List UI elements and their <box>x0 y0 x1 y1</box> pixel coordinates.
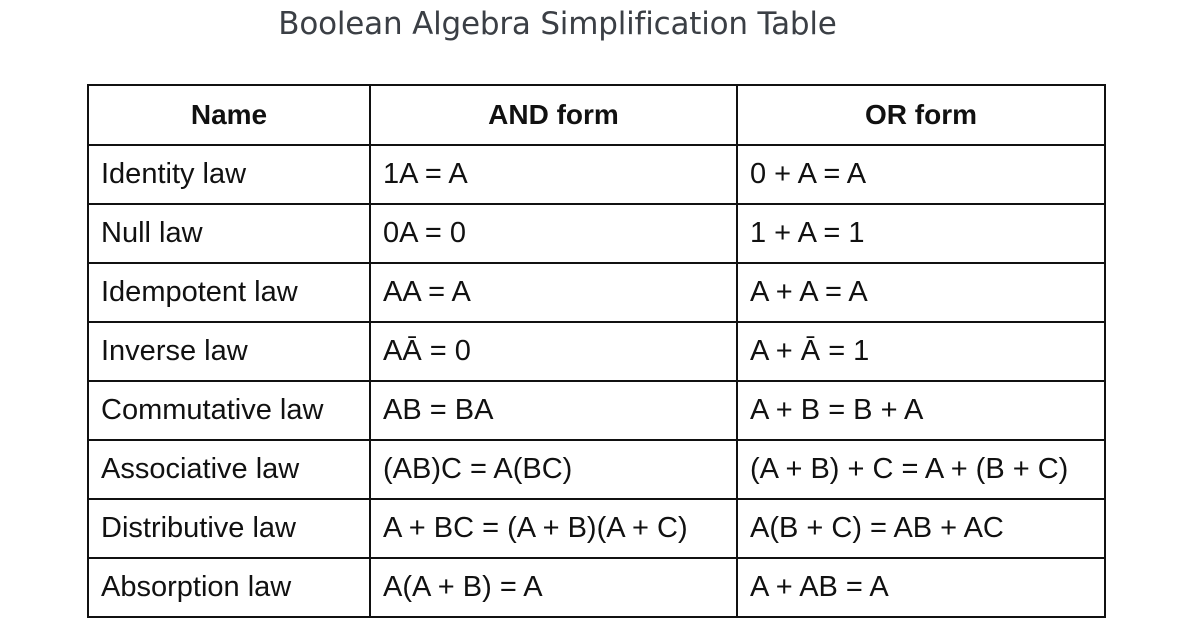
law-name-cell: Inverse law <box>88 322 370 381</box>
and-form-cell: AĀ = 0 <box>370 322 737 381</box>
table-row <box>88 440 1105 499</box>
table-row <box>88 499 1105 558</box>
law-name-cell: Identity law <box>88 145 370 204</box>
table-row <box>88 381 1105 440</box>
law-name-cell: Commutative law <box>88 381 370 440</box>
or-form-cell: (A + B) + C = A + (B + C) <box>737 440 1105 499</box>
or-form-cell: 0 + A = A <box>737 145 1105 204</box>
header-and-form: AND form <box>370 85 737 145</box>
table-header-row <box>88 85 1105 145</box>
and-form-cell: A(A + B) = A <box>370 558 737 617</box>
and-form-cell: AB = BA <box>370 381 737 440</box>
law-name-cell: Associative law <box>88 440 370 499</box>
and-form-cell: (AB)C = A(BC) <box>370 440 737 499</box>
and-form-cell: AA = A <box>370 263 737 322</box>
and-form-cell: 1A = A <box>370 145 737 204</box>
or-form-cell: A + AB = A <box>737 558 1105 617</box>
or-form-cell: A + A = A <box>737 263 1105 322</box>
header-name: Name <box>88 85 370 145</box>
or-form-cell: A(B + C) = AB + AC <box>737 499 1105 558</box>
table-row <box>88 204 1105 263</box>
table-row <box>88 263 1105 322</box>
and-form-cell: 0A = 0 <box>370 204 737 263</box>
table-row <box>88 558 1105 617</box>
law-name-cell: Idempotent law <box>88 263 370 322</box>
header-or-form: OR form <box>737 85 1105 145</box>
and-form-cell: A + BC = (A + B)(A + C) <box>370 499 737 558</box>
boolean-law-table <box>87 84 1106 618</box>
law-name-cell: Null law <box>88 204 370 263</box>
or-form-cell: A + B = B + A <box>737 381 1105 440</box>
page-title: Boolean Algebra Simplification Table <box>278 6 837 42</box>
or-form-cell: 1 + A = 1 <box>737 204 1105 263</box>
law-name-cell: Distributive law <box>88 499 370 558</box>
table-row <box>88 322 1105 381</box>
or-form-cell: A + Ā = 1 <box>737 322 1105 381</box>
law-name-cell: Absorption law <box>88 558 370 617</box>
table-row <box>88 145 1105 204</box>
